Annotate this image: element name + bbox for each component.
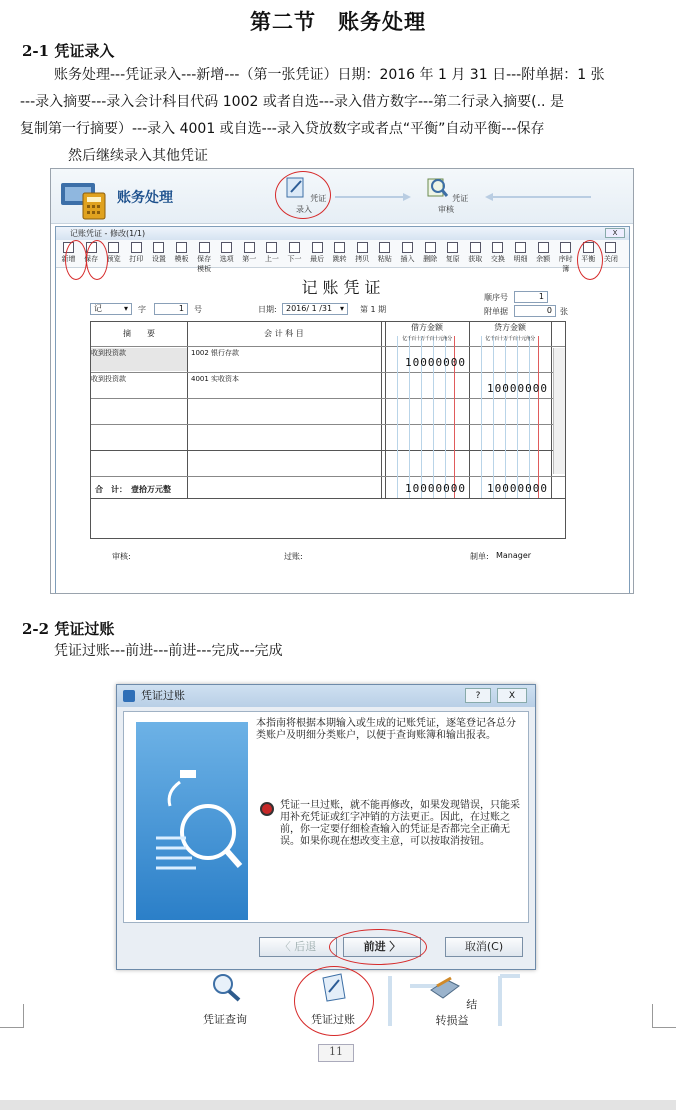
sequence-label: 顺序号 <box>484 293 508 302</box>
toolbar-button[interactable] <box>330 242 349 264</box>
entry-summary[interactable]: 收到投资款 <box>91 375 126 383</box>
toolbar-button-label: 新增 <box>61 255 76 263</box>
toolbar-button[interactable] <box>127 242 146 264</box>
toolbar-button-label: 拷贝 <box>355 255 370 263</box>
toolbar-button[interactable] <box>511 242 530 264</box>
attachments-input[interactable]: 0 <box>514 305 556 317</box>
voucher-table <box>90 321 566 499</box>
voucher-type-select[interactable]: 记 ▾ <box>90 303 132 315</box>
toolbar-icon <box>312 242 323 253</box>
total-label: 合 计： 壹拾万元整 <box>95 485 171 494</box>
calculator-money-icon <box>59 177 109 221</box>
date-input[interactable]: 2016/ 1 /31 ▾ <box>282 303 348 315</box>
dialog-intro-text: 本指南将根据本期输入或生成的记账凭证，逐笔登记各总分类账户及明细分类账户，以便于查询账簿和输出报表。 <box>256 718 516 741</box>
warning-icon <box>260 802 274 816</box>
voucher-posting-dialog <box>116 684 536 970</box>
window-close-button[interactable]: X <box>605 228 625 238</box>
toolbar-button-label: 粘贴 <box>377 255 392 263</box>
toolbar-button-label: 保存模板 <box>197 255 212 273</box>
toolbar-button[interactable] <box>556 242 575 274</box>
col-debit-header: 借方金额 <box>411 323 443 332</box>
dialog-warning-text: 凭证一旦过账，就不能再修改，如果发现错误，只能采用补充凭证或红字冲销的方法更正。因此，在过账之前，你一定要仔细检查输入的凭证是否都完全正确无误。如果你现在想改变主意，可以按取消按钮。 <box>280 800 520 847</box>
help-button[interactable]: ? <box>465 688 491 703</box>
highlight-circle <box>275 171 331 219</box>
entry-account[interactable]: 1002 银行存款 <box>191 349 240 357</box>
toolbar-button-label: 打印 <box>129 255 144 263</box>
entry-credit-amount[interactable]: 10000000 <box>487 382 548 395</box>
back-button[interactable]: 〈 后退 <box>259 937 337 957</box>
credit-digit-units: 亿千百十万千百十元角分 <box>485 336 535 342</box>
carry-forward-pl-item[interactable] <box>424 972 480 1028</box>
entry-summary[interactable]: 收到投资款 <box>91 348 187 371</box>
table-scrollbar[interactable] <box>553 348 565 474</box>
toolbar-button-label: 获取 <box>468 255 483 263</box>
toolbar-button-label: 预览 <box>106 255 121 263</box>
toolbar-button-label: 第一 <box>242 255 257 263</box>
toolbar-button[interactable] <box>172 242 191 264</box>
instruction-line: 复制第一行摘要）---录入 4001 或自选---录入贷放数字或者点“平衡”自动平衡---保存 <box>20 121 545 137</box>
page-corner-mark <box>0 1004 24 1028</box>
voucher-entry-instructions <box>20 62 660 170</box>
review-label: 审核: <box>112 552 131 561</box>
entry-account[interactable]: 4001 实收资本 <box>191 375 240 383</box>
toolbar-button[interactable] <box>285 242 304 264</box>
magnifier-icon <box>207 972 243 1002</box>
voucher-number-input[interactable]: 1 <box>154 303 188 315</box>
post-label: 过账: <box>284 552 303 561</box>
toolbar-icon <box>515 242 526 253</box>
toolbar-button[interactable] <box>398 242 417 264</box>
col-summary-header: 摘 要 <box>123 329 155 338</box>
flow-arrow-right-icon <box>333 193 413 201</box>
dialog-title: 凭证过账 <box>141 689 185 702</box>
voucher-posting-instructions: 凭证过账---前进---前进---完成---完成 <box>54 643 283 659</box>
section-heading-voucher-entry: 2-1 凭证录入 <box>22 42 115 60</box>
toolbar-button-label: 复原 <box>445 255 460 263</box>
total-debit: 10000000 <box>405 482 466 495</box>
dialog-content-panel <box>123 711 529 923</box>
highlight-circle-posting <box>294 966 374 1036</box>
voucher-notes-area <box>90 499 566 539</box>
instruction-line: 然后继续录入其他凭证 <box>68 148 208 164</box>
toolbar-button-label: 模板 <box>174 255 189 263</box>
toolbar-icon <box>605 242 616 253</box>
voucher-title: 记账凭证 <box>301 278 386 297</box>
toolbar-button[interactable] <box>488 242 507 264</box>
carry-forward-icon <box>427 972 463 1002</box>
toolbar-icon <box>357 242 368 253</box>
toolbar-button[interactable] <box>466 242 485 264</box>
highlight-circle-new <box>65 240 87 280</box>
toolbar-button-label: 明细 <box>513 255 528 263</box>
entry-debit-amount[interactable]: 10000000 <box>405 356 466 369</box>
col-credit-header: 贷方金额 <box>494 323 526 332</box>
instruction-line: ---录入摘要---录入会计科目代码 1002 或者自选---录入借方数字---第二行录入摘要(.. 是 <box>20 94 564 110</box>
page-footer-bar <box>0 1100 676 1110</box>
toolbar-button[interactable] <box>149 242 168 264</box>
toolbar-icon <box>538 242 549 253</box>
voucher-toolbar <box>56 240 629 273</box>
number-label: 号 <box>194 305 202 314</box>
toolbar-icon <box>108 242 119 253</box>
toolbar-button-label: 最后 <box>310 255 325 263</box>
date-label: 日期: <box>258 305 277 314</box>
toolbar-button-label: 保存 <box>84 255 99 263</box>
toolbar-button[interactable] <box>375 242 394 264</box>
cancel-button[interactable]: 取消(C) <box>445 937 523 957</box>
toolbar-button[interactable] <box>534 242 553 264</box>
ledger-flow-icons <box>180 966 520 1036</box>
toolbar-icon <box>402 242 413 253</box>
voucher-window <box>55 226 630 594</box>
voucher-entry-screenshot <box>50 168 634 594</box>
debit-digit-units: 亿千百十万千百十元角分 <box>402 336 452 342</box>
toolbar-button[interactable] <box>353 242 372 264</box>
toolbar-button[interactable] <box>601 242 620 264</box>
voucher-posting-screenshot <box>114 684 538 974</box>
page-corner-mark <box>652 1004 676 1028</box>
period-label: 第 1 期 <box>360 305 387 314</box>
wizard-side-image <box>136 722 248 920</box>
toolbar-icon <box>447 242 458 253</box>
toolbar-button[interactable] <box>262 242 281 264</box>
magnifier-icon <box>136 722 248 920</box>
maker-value: Manager <box>496 551 532 560</box>
toolbar-icon <box>492 242 503 253</box>
flow-voucher-review-label: 凭证审核 <box>438 194 469 214</box>
char-label: 字 <box>138 305 146 314</box>
magnifier-icon <box>424 175 450 199</box>
toolbar-button-label: 跳转 <box>332 255 347 263</box>
dialog-close-button[interactable]: X <box>497 688 527 703</box>
toolbar-icon <box>153 242 164 253</box>
toolbar-button-label: 关闭 <box>603 255 618 263</box>
dialog-titlebar <box>117 685 535 707</box>
toolbar-icon <box>334 242 345 253</box>
highlight-circle-balance <box>577 240 603 280</box>
section-heading-voucher-posting: 2-2 凭证过账 <box>22 620 115 638</box>
voucher-window-titlebar <box>56 227 629 240</box>
toolbar-button[interactable] <box>421 242 440 264</box>
voucher-query-item[interactable] <box>200 972 250 1027</box>
toolbar-icon <box>221 242 232 253</box>
voucher-query-label: 凭证查询 <box>203 1013 247 1026</box>
flow-arrow-left-icon <box>483 193 593 201</box>
toolbar-button-label: 插入 <box>400 255 415 263</box>
toolbar-icon <box>470 242 481 253</box>
app-title: 账务处理 <box>117 190 173 206</box>
toolbar-icon <box>199 242 210 253</box>
page-title: 第二节 账务处理 <box>250 9 426 34</box>
highlight-circle-save <box>86 240 108 280</box>
highlight-circle-next <box>329 929 427 965</box>
toolbar-button-label: 序时簿 <box>558 255 573 273</box>
toolbar-button[interactable] <box>240 242 259 264</box>
toolbar-button-label: 余额 <box>536 255 551 263</box>
voucher-posting-label: 凭证过账 <box>311 1013 355 1026</box>
toolbar-icon <box>176 242 187 253</box>
toolbar-button-label: 设置 <box>151 255 166 263</box>
toolbar-button-label: 交换 <box>490 255 505 263</box>
toolbar-button[interactable] <box>308 242 327 264</box>
total-credit: 10000000 <box>487 482 548 495</box>
toolbar-icon <box>560 242 571 253</box>
toolbar-button-label: 上一 <box>264 255 279 263</box>
toolbar-button-label: 下一 <box>287 255 302 263</box>
toolbar-icon <box>289 242 300 253</box>
toolbar-icon <box>266 242 277 253</box>
attachments-unit: 张 <box>560 307 568 316</box>
toolbar-icon <box>131 242 142 253</box>
flow-voucher-review[interactable] <box>421 175 471 215</box>
toolbar-button-label: 平衡 <box>581 255 596 263</box>
toolbar-icon <box>379 242 390 253</box>
toolbar-icon <box>244 242 255 253</box>
toolbar-button[interactable] <box>443 242 462 264</box>
toolbar-button-label: 选项 <box>219 255 234 263</box>
maker-label: 制单: <box>470 552 489 561</box>
toolbar-button[interactable] <box>217 242 236 264</box>
voucher-window-title: 记账凭证 - 修改(1/1) <box>70 229 146 238</box>
next-button[interactable]: 前进 〉 <box>343 937 421 957</box>
sequence-input[interactable]: 1 <box>514 291 548 303</box>
toolbar-icon <box>425 242 436 253</box>
dialog-app-icon <box>123 690 135 702</box>
flow-voucher-entry-label: 凭证录入 <box>296 194 327 214</box>
attachments-label: 附单据 <box>484 307 508 316</box>
carry-forward-label: 结转损益 <box>435 998 478 1027</box>
toolbar-button[interactable] <box>195 242 214 274</box>
toolbar-button-label: 删除 <box>423 255 438 263</box>
page-number: 11 <box>318 1044 354 1062</box>
app-banner <box>51 169 633 224</box>
col-account-header: 会 计 科 目 <box>264 329 304 338</box>
instruction-line: 账务处理---凭证录入---新增---（第一张凭证）日期：2016 年 1 月 31 日---附单据：1 张 <box>54 67 605 83</box>
